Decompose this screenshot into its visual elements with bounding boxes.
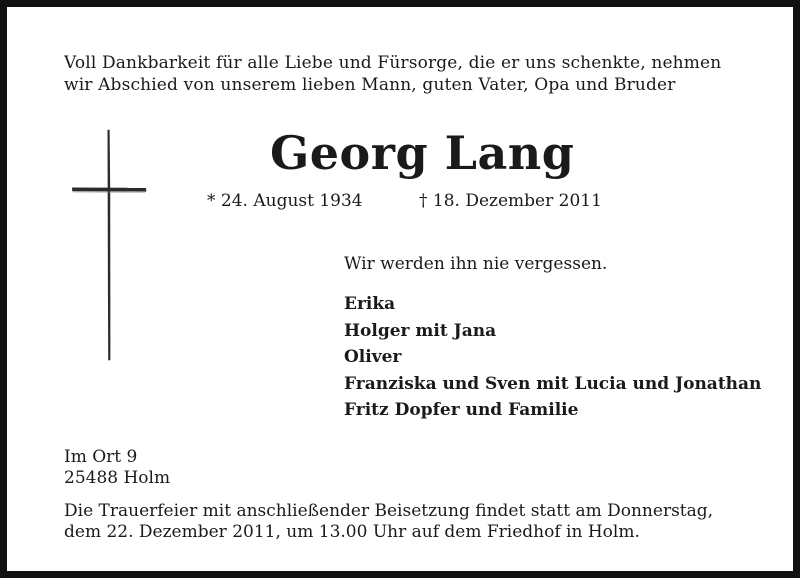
funeral-info: [64, 501, 713, 543]
mourner: Erika: [344, 294, 396, 314]
address-city: 25488 Holm: [64, 468, 171, 488]
remembrance-line: Wir werden ihn nie vergessen.: [344, 254, 608, 274]
intro-line-2: wir Abschied von unserem lieben Mann, guten Vater, Opa und Bruder: [64, 75, 676, 95]
mourner: Franziska und Sven mit Lucia und Jonathan: [344, 373, 762, 394]
address: [64, 447, 170, 489]
deceased-name: Georg Lang: [270, 126, 575, 180]
intro-line-1: Voll Dankbarkeit für alle Liebe und Fürsorge, die er uns schenkte, nehmen: [64, 53, 722, 73]
mourner: Holger mit Jana: [344, 320, 497, 341]
address-street: Im Ort 9: [64, 447, 138, 467]
mourner: Fritz Dopfer und Familie: [344, 400, 579, 420]
death-date: † 18. Dezember 2011: [419, 191, 602, 211]
funeral-line-1: Die Trauerfeier mit anschließender Beisetzung findet statt am Donnerstag,: [64, 501, 714, 521]
funeral-line-2: dem 22. Dezember 2011, um 13.00 Uhr auf dem Friedhof in Holm.: [64, 522, 640, 542]
birth-date: * 24. August 1934: [207, 191, 363, 211]
mourners-list: [344, 291, 761, 424]
intro-text: [64, 52, 721, 96]
cross-icon: [71, 129, 147, 361]
mourner: Oliver: [344, 347, 402, 367]
